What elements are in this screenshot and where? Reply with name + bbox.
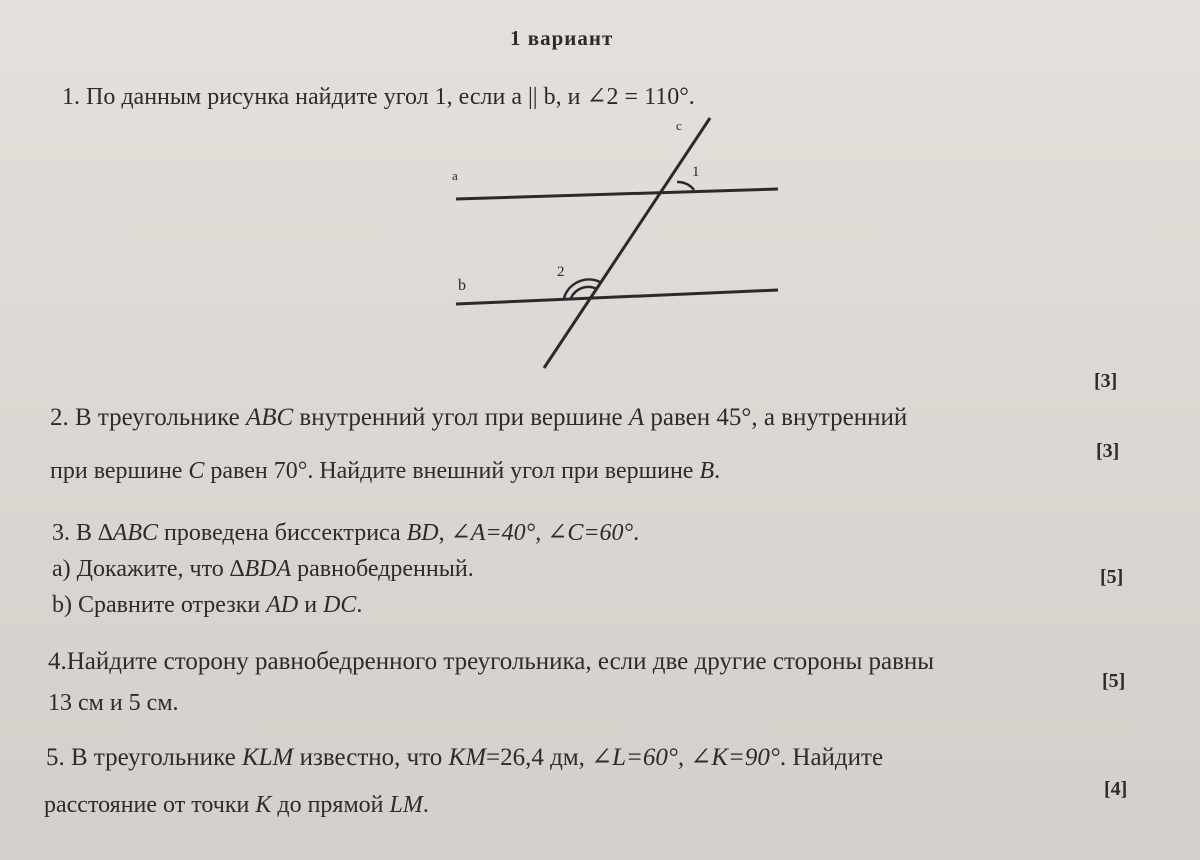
text: =26,4 дм,	[486, 744, 592, 771]
var: B	[699, 458, 715, 484]
text: . Найдите	[779, 744, 884, 771]
task5-score: [4]	[1104, 778, 1128, 800]
line-b	[456, 290, 778, 304]
task5-line2	[44, 792, 429, 819]
var: ∆ABC	[98, 520, 159, 546]
task2-score: [3]	[1096, 440, 1120, 462]
text: .	[714, 458, 721, 484]
var: AD	[266, 592, 299, 618]
task3-score: [5]	[1100, 566, 1124, 588]
text: расстояние от точки	[44, 792, 256, 818]
var: A	[628, 404, 645, 431]
var: KLM	[241, 744, 294, 771]
var: ∆BDA	[229, 556, 292, 582]
text: равен 45°, а внутренний	[644, 404, 908, 431]
label-angle2: 2	[557, 264, 565, 280]
text: проведена биссектриса	[158, 520, 407, 546]
text: внутренний угол при вершине	[293, 404, 629, 431]
label-angle1: 1	[692, 164, 700, 180]
task2-line2	[50, 458, 720, 485]
text: 3. В	[52, 520, 99, 546]
label-b: b	[458, 277, 466, 294]
text: равен 70°. Найдите внешний угол при вершине	[204, 458, 700, 484]
line-a	[456, 189, 778, 199]
var: BD	[406, 520, 439, 546]
text: 2. В треугольнике	[50, 404, 246, 431]
text: до прямой	[271, 792, 390, 818]
text: b) Сравните отрезки	[52, 592, 267, 618]
label-c: c	[676, 118, 682, 133]
text: известно, что	[293, 744, 449, 771]
task4-score: [5]	[1102, 670, 1126, 692]
var: LM	[389, 792, 423, 818]
task3-line1	[52, 518, 639, 547]
text: равнобедренный.	[291, 556, 474, 582]
variant-title: 1 вариант	[510, 26, 614, 50]
var: KM	[448, 744, 487, 771]
task4-line1: 4.Найдите сторону равнобедренного треугольника, если две другие стороны равны	[48, 648, 935, 675]
task3-line3	[52, 592, 362, 619]
var: ∠L=60°, ∠K=90°	[591, 744, 780, 771]
text: и	[298, 592, 324, 618]
var: ∠A=40°, ∠C=60°	[450, 520, 634, 546]
task1-score: [3]	[1094, 370, 1118, 392]
task4-line2: 13 см и 5 см.	[48, 690, 179, 716]
var: K	[255, 792, 272, 818]
task3-line2	[52, 556, 474, 583]
task1-figure	[440, 110, 800, 380]
label-a: a	[452, 168, 458, 183]
line-c	[544, 118, 710, 368]
text: .	[422, 792, 429, 818]
text: 5. В треугольнике	[46, 744, 242, 771]
task2-line1	[50, 404, 907, 432]
var: C	[188, 458, 205, 484]
var: ABC	[245, 404, 294, 431]
task1-text: 1. По данным рисунка найдите угол 1, если a || b, и ∠2 = 110°.	[62, 84, 695, 110]
text: .	[356, 592, 363, 618]
text: a) Докажите, что	[52, 556, 230, 582]
text: .	[633, 520, 640, 546]
task5-line1	[46, 742, 883, 772]
text: при вершине	[50, 458, 189, 484]
text: ,	[438, 520, 451, 546]
angle1-arc	[677, 182, 694, 190]
var: DC	[323, 592, 357, 618]
